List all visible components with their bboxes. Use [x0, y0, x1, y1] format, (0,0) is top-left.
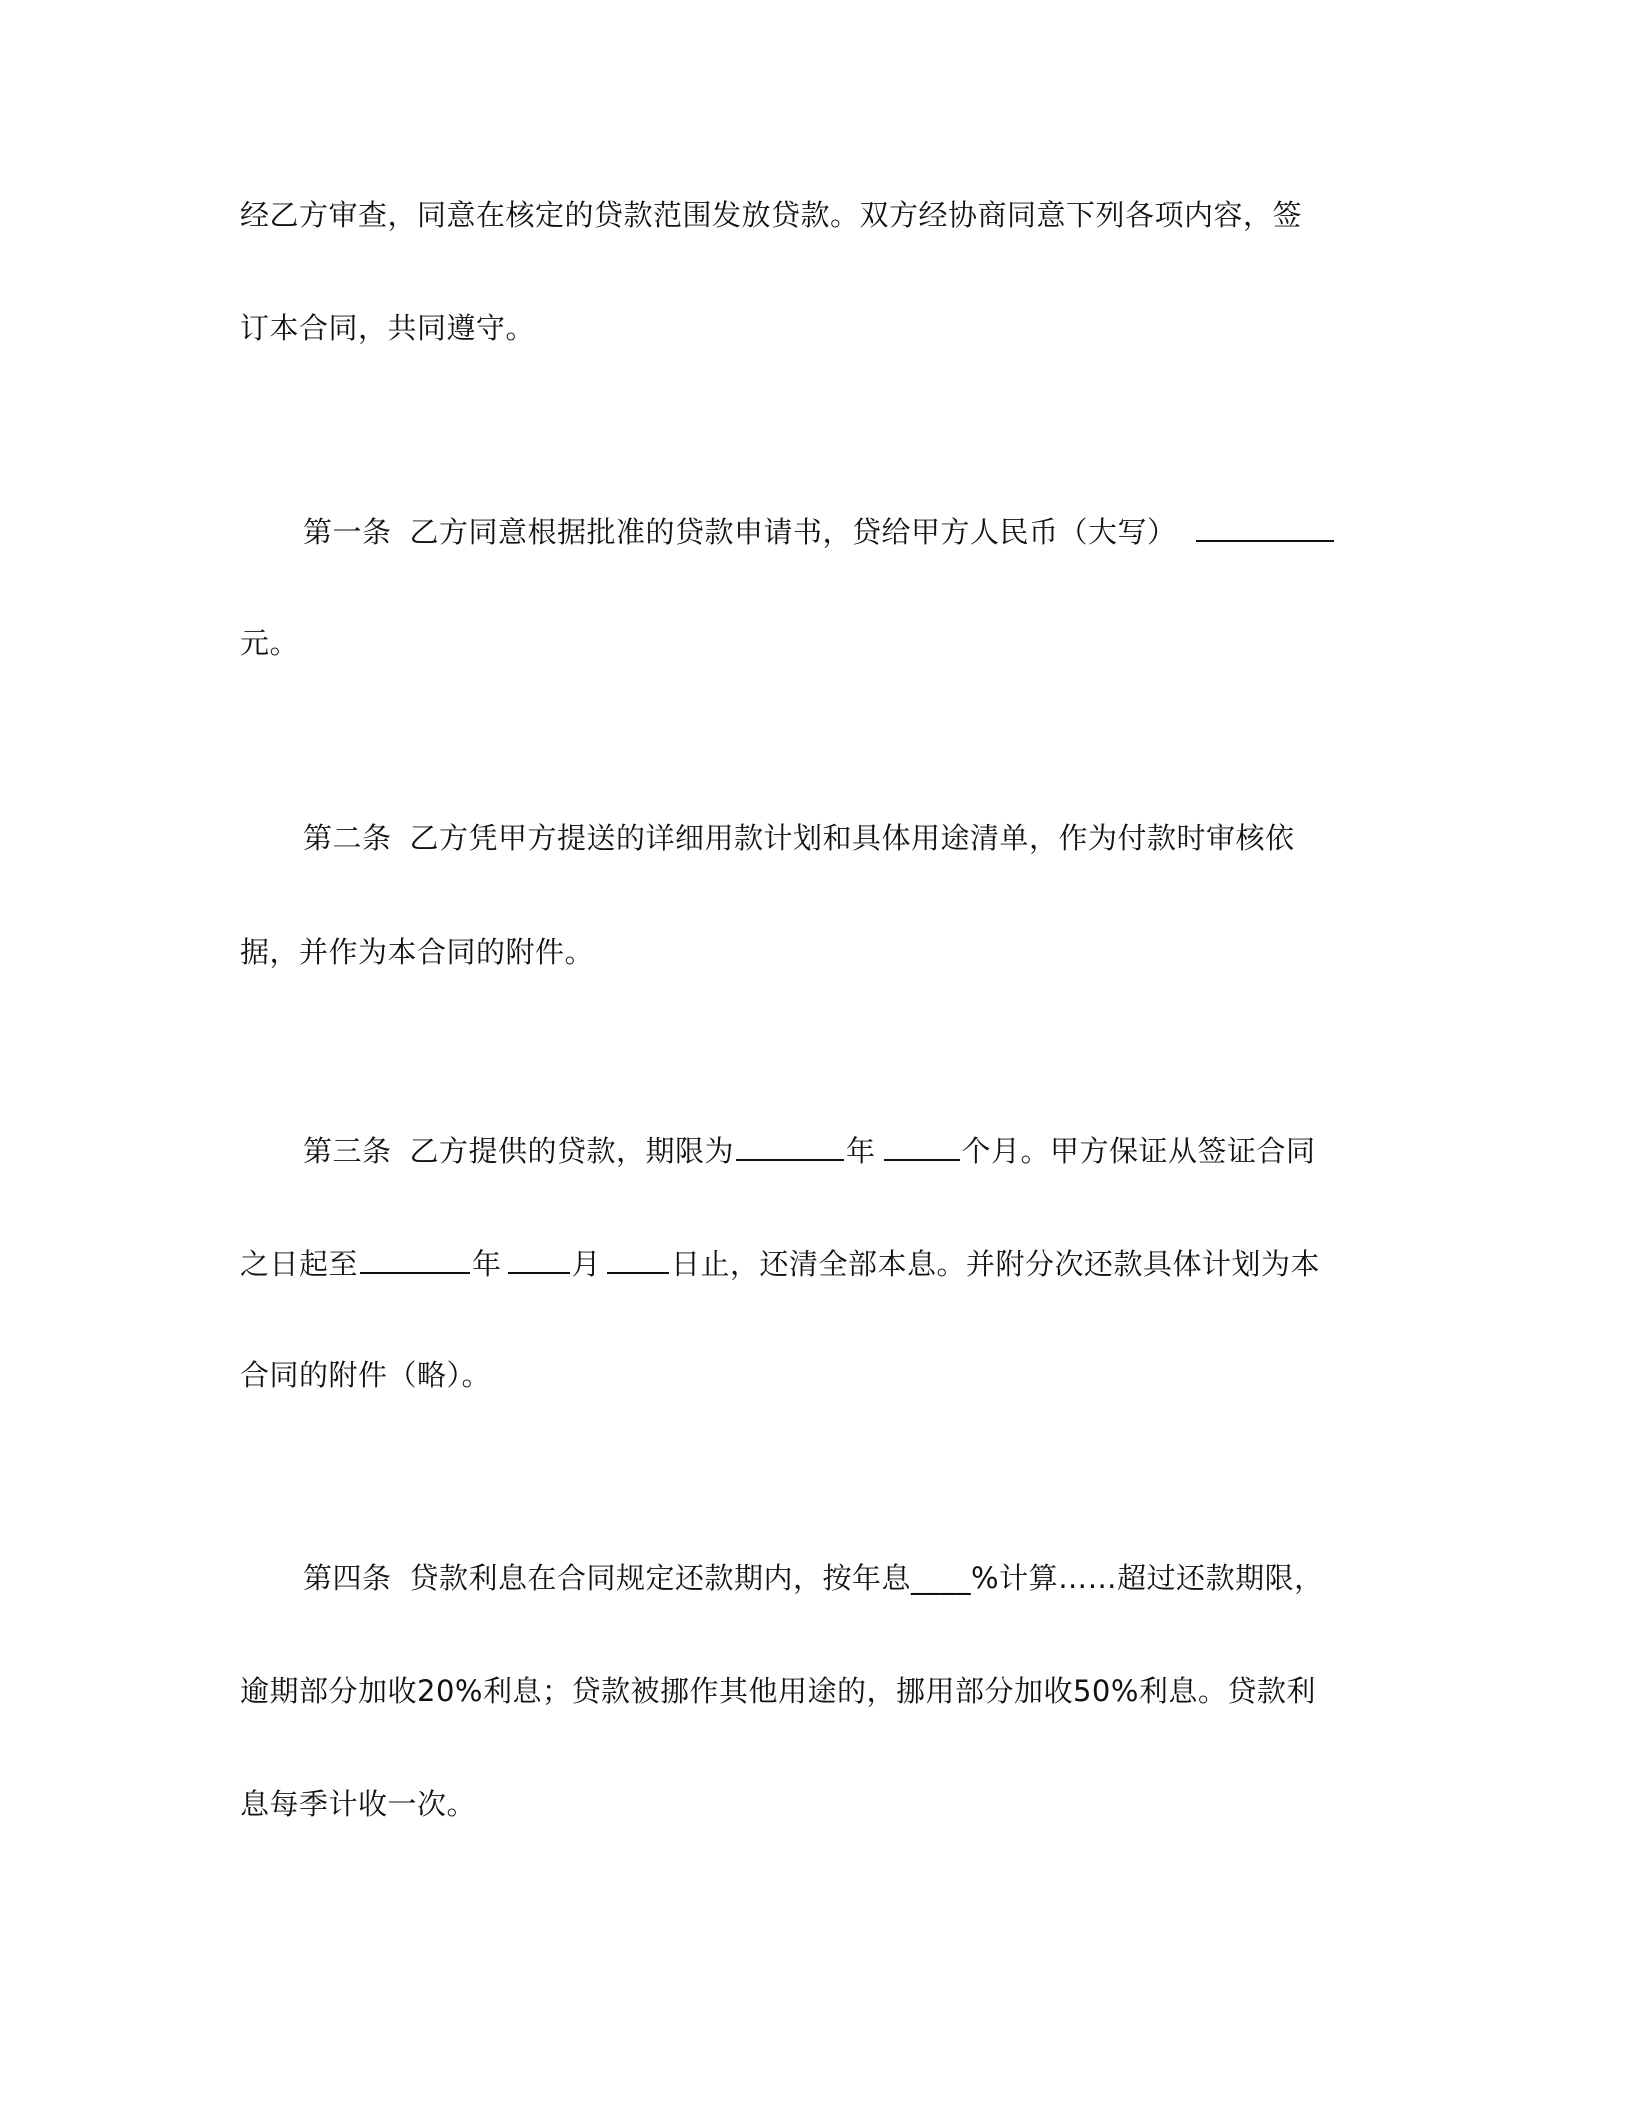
year-unit-2: 年 — [472, 1247, 502, 1281]
article-2-number: 第二条 — [303, 821, 392, 855]
article-3-text-b: 个月。甲方保证从签证合同 — [961, 1134, 1316, 1168]
end-day-blank[interactable] — [607, 1242, 669, 1274]
article-3-line-1 — [303, 1129, 1632, 1169]
article-4-number: 第四条 — [303, 1561, 392, 1595]
month-unit: 月 — [571, 1247, 602, 1281]
end-year-blank[interactable] — [360, 1242, 470, 1274]
amount-blank[interactable] — [1196, 510, 1334, 542]
intro-line-2: 订本合同，共同遵守。 — [240, 311, 536, 345]
year-unit: 年 — [846, 1134, 876, 1168]
article-1-line-2: 元。 — [240, 626, 300, 660]
article-4-line-2: 逾期部分加收20%利息；贷款被挪作其他用途的，挪用部分加收50%利息。贷款利 — [240, 1674, 1316, 1708]
article-3-text-a: 乙方提供的贷款，期限为 — [409, 1134, 735, 1168]
article-4-line-3: 息每季计收一次。 — [240, 1787, 477, 1821]
term-months-blank[interactable] — [884, 1129, 960, 1161]
article-1-text: 乙方同意根据批准的贷款申请书，贷给甲方人民币（大写） — [409, 515, 1177, 549]
article-2-line-2: 据，并作为本合同的附件。 — [240, 935, 595, 969]
article-3-line-2-a: 之日起至 — [240, 1247, 359, 1281]
article-3-number: 第三条 — [303, 1134, 392, 1168]
end-month-blank[interactable] — [508, 1242, 570, 1274]
intro-line-1: 经乙方审查，同意在核定的贷款范围发放贷款。双方经协商同意下列各项内容，签 — [240, 198, 1303, 232]
article-1-line-1 — [303, 510, 1632, 550]
article-3-line-3: 合同的附件（略）。 — [240, 1358, 492, 1392]
article-2-line-1 — [303, 818, 1632, 858]
article-3-line-2 — [240, 1242, 1632, 1282]
article-4-text-b: %计算……超过还款期限， — [971, 1561, 1324, 1595]
article-3-line-2-b: 日止，还清全部本息。并附分次还款具体计划为本 — [671, 1247, 1321, 1281]
term-years-blank[interactable] — [736, 1129, 844, 1161]
article-2-text: 乙方凭甲方提送的详细用款计划和具体用途清单，作为付款时审核依 — [409, 821, 1295, 855]
article-1-number: 第一条 — [303, 515, 392, 549]
interest-rate-blank[interactable]: ____ — [911, 1561, 972, 1595]
article-4-text-a: 贷款利息在合同规定还款期内，按年息 — [409, 1561, 912, 1595]
article-4-line-1 — [303, 1558, 1632, 1598]
